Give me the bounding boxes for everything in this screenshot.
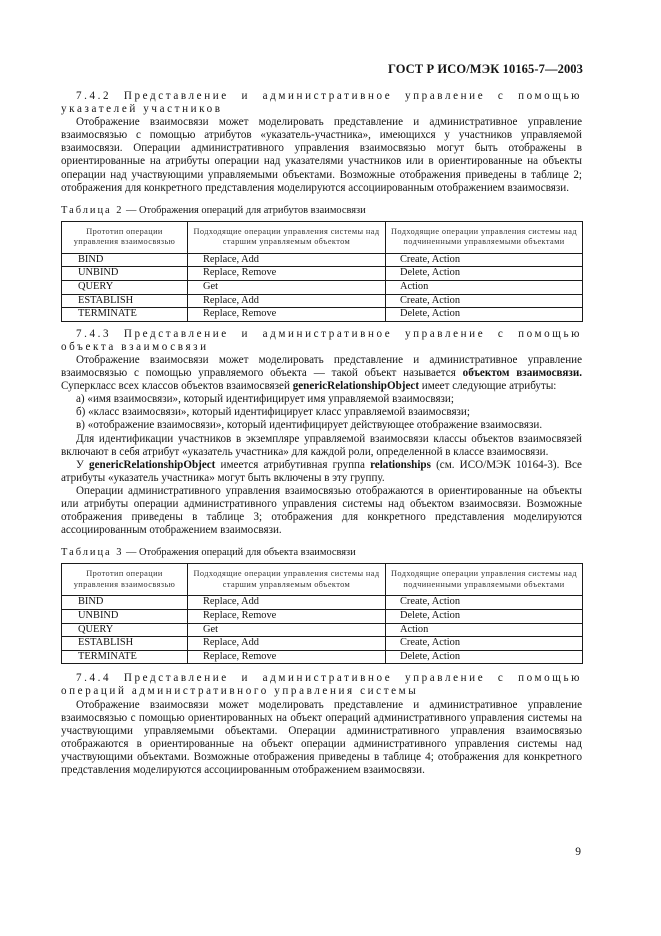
table-cell: Replace, Remove — [188, 610, 386, 624]
text-run: имеет следующие атрибуты: — [419, 380, 557, 393]
section-7-4-4-title: 7.4.4 Представление и административное управление с помощью операций административного управления системы — [61, 672, 582, 698]
table-row — [62, 281, 583, 295]
table-row — [62, 294, 583, 308]
table-cell: QUERY — [62, 281, 188, 295]
table-cell: BIND — [62, 253, 188, 267]
table-cell: TERMINATE — [62, 650, 188, 664]
table-cell: UNBIND — [62, 267, 188, 281]
table-2-caption-text: — Отображения операций для атрибутов взаимосвязи — [123, 204, 366, 216]
table-3 — [61, 563, 583, 664]
table-row — [62, 650, 583, 664]
table-cell: Delete, Action — [386, 267, 583, 281]
table-cell: Replace, Remove — [188, 650, 386, 664]
table-cell: Replace, Remove — [188, 267, 386, 281]
table-cell: Replace, Add — [188, 294, 386, 308]
term-generic-relationship-object: genericRelationshipObject — [89, 458, 216, 471]
table-cell: Create, Action — [386, 596, 583, 610]
list-item-a: а) «имя взаимосвязи», который идентифицирует имя управляемой взаимосвязи; — [76, 393, 454, 406]
text-run: Отображение взаимосвязи может моделировать представление и административное управление взаимосвязью с помощью управляемого объекта — такой объект называется — [61, 354, 582, 380]
table-cell: Get — [188, 623, 386, 637]
table-3-header-subordinate: Подходящие операции управления системы над подчиненными управляемыми объектами — [386, 564, 583, 596]
table-3-header-prototype: Прототип операции управления взаимосвязью — [62, 564, 188, 596]
section-7-4-4-paragraph: Отображение взаимосвязи может моделировать представление и административное управление взаимосвязью с помощью ориентированных на объект операций административного управления системы на участвующими управляемыми объектами. Операции административного управления взаимосвязью отображаются в ориентированные на объект операции административного управления системы над участвующими объектами. Возможные отображения приведены в таблице 4; отображения для конкретного представления моделируются ассоциированным отображением взаимосвязи. — [61, 698, 582, 777]
text-run: Суперкласс всех классов объектов взаимосвязей — [61, 380, 293, 393]
text-run: (см. ИСО/МЭК 10164-3). Все атрибуты «указатель участника» могут быть включены в эту группу. — [61, 458, 582, 484]
table-cell: BIND — [62, 596, 188, 610]
table-3-caption — [61, 546, 582, 559]
table-cell: Create, Action — [386, 637, 583, 651]
table-cell: Replace, Remove — [188, 308, 386, 322]
table-2-header-subordinate: Подходящие операции управления системы над подчиненными управляемыми объектами — [386, 221, 583, 253]
table-cell: Delete, Action — [386, 650, 583, 664]
table-row — [62, 610, 583, 624]
list-item-c: в) «отображение взаимосвязи», который идентифицирует действующее отображение взаимосвязи. — [76, 419, 543, 432]
table-cell: Replace, Add — [188, 596, 386, 610]
table-row — [62, 253, 583, 267]
text-run: имеется атрибутивная группа — [215, 458, 371, 471]
table-2-header-superior: Подходящие операции управления системы над старшим управляемым объектом — [188, 221, 386, 253]
table-cell: Action — [386, 623, 583, 637]
section-7-4-3-paragraph-2: Для идентификации участников в экземпляре управляемой взаимосвязи классы объектов взаимосвязей включают в себя атрибут «указатель участника» для каждой роли, определенной в классе взаимосвязи. — [61, 432, 582, 458]
page-content — [61, 90, 582, 777]
table-row — [62, 623, 583, 637]
section-7-4-2-title: 7.4.2 Представление и административное управление с помощью указателей участников — [61, 90, 582, 116]
table-cell: Replace, Add — [188, 253, 386, 267]
term-relationship-object: объектом взаимосвязи. — [462, 367, 583, 380]
table-cell: TERMINATE — [62, 308, 188, 322]
section-7-4-2-paragraph: Отображение взаимосвязи может моделировать представление и административное управление взаимосвязью с помощью атрибутов «указатель-участника», имеющихся у участников управляемой взаимосвязи. Операции административного управления взаимосвязью могут быть отображены в ориентированные на атрибуты операции над указателями участников или в ориентированные на объекты операции над участвующими управляемыми объектами. Возможные отображения приведены в таблице 2; отображения для конкретного представления моделируются ассоциированным отображением взаимосвязи. — [61, 116, 582, 194]
table-cell: Delete, Action — [386, 610, 583, 624]
table-row — [62, 308, 583, 322]
table-cell: ESTABLISH — [62, 637, 188, 651]
table-row — [62, 267, 583, 281]
list-item-b: б) «класс взаимосвязи», который идентифицирует класс управляемой взаимосвязи; — [76, 406, 470, 419]
section-7-4-3-paragraph-1 — [61, 354, 582, 393]
table-3-header-superior: Подходящие операции управления системы над старшим управляемым объектом — [188, 564, 386, 596]
table-cell: UNBIND — [62, 610, 188, 624]
table-3-caption-label: Таблица 3 — [61, 547, 124, 559]
table-3-caption-text: — Отображения операций для объекта взаимосвязи — [123, 547, 356, 559]
table-cell: QUERY — [62, 623, 188, 637]
table-cell: Create, Action — [386, 253, 583, 267]
document-code-header: ГОСТ Р ИСО/МЭК 10165-7—2003 — [387, 62, 583, 76]
text-run: У — [76, 458, 90, 471]
table-cell: Get — [188, 281, 386, 295]
table-cell: Delete, Action — [386, 308, 583, 322]
section-7-4-3-paragraph-4: Операции административного управления взаимосвязью отображаются в ориентированные на объекты или атрибуты операции административного управления системы над объектом взаимосвязи. Возможные отображения приведены в таблице 3; отображения для конкретного представления моделируются ассоциированным отображением взаимосвязи. — [61, 484, 582, 537]
table-2-header-prototype: Прототип операции управления взаимосвязью — [62, 221, 188, 253]
table-2-caption — [61, 204, 582, 217]
table-2 — [61, 221, 583, 322]
term-generic-relationship-object: genericRelationshipObject — [292, 380, 420, 393]
page-number: 9 — [575, 846, 581, 858]
table-cell: Replace, Add — [188, 637, 386, 651]
term-relationships: relationships — [370, 458, 431, 471]
table-cell: Action — [386, 281, 583, 295]
section-7-4-3-paragraph-3 — [61, 459, 582, 485]
table-row — [62, 596, 583, 610]
table-cell: Create, Action — [386, 294, 583, 308]
table-row — [62, 637, 583, 651]
table-3-header-row — [62, 564, 583, 596]
table-2-caption-label: Таблица 2 — [61, 204, 124, 216]
section-7-4-3-title: 7.4.3 Представление и административное управление с помощью объекта взаимосвязи — [61, 327, 582, 353]
table-2-header-row — [62, 221, 583, 253]
table-cell: ESTABLISH — [62, 294, 188, 308]
